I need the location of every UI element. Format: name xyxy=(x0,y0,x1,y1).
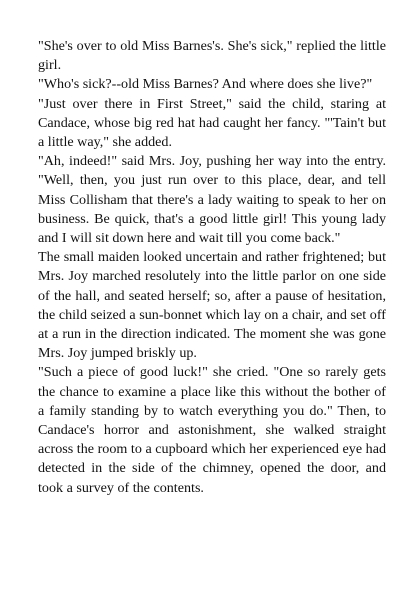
paragraph: "Such a piece of good luck!" she cried. "One so rarely gets the chance to examine a place like this without the bother of a family standing by to watch everything you do." Then, to Candace's horror and astonishment, she walked straight across the room to a cupboard which her experienced eye had detected in the side of the chimney, opened the door, and took a survey of the contents. xyxy=(38,364,386,496)
page-text xyxy=(38,37,386,498)
paragraph: "Who's sick?--old Miss Barnes? And where does she live?" xyxy=(38,76,373,93)
paragraph: "Just over there in First Street," said the child, staring at Candace, whose big red hat had caught her fancy. "'Tain't but a little way," she added. xyxy=(38,95,386,151)
paragraph: "Ah, indeed!" said Mrs. Joy, pushing her way into the entry. "Well, then, you just run over to this place, dear, and tell Miss Collisham that there's a lady waiting to speak to her on business. Be quick, that's a good little girl! This young lady and I will sit down here and wait till you come back." xyxy=(38,153,386,247)
paragraph: "She's over to old Miss Barnes's. She's sick," replied the little girl. xyxy=(38,38,386,74)
paragraph: The small maiden looked uncertain and rather frightened; but Mrs. Joy marched resolutely into the little parlor on one side of the hall, and seated herself; so, after a pause of hesitation, the child seized a sun-bonnet which lay on a chair, and set off at a run in the direction indicated. The moment she was gone Mrs. Joy jumped briskly up. xyxy=(38,249,386,362)
